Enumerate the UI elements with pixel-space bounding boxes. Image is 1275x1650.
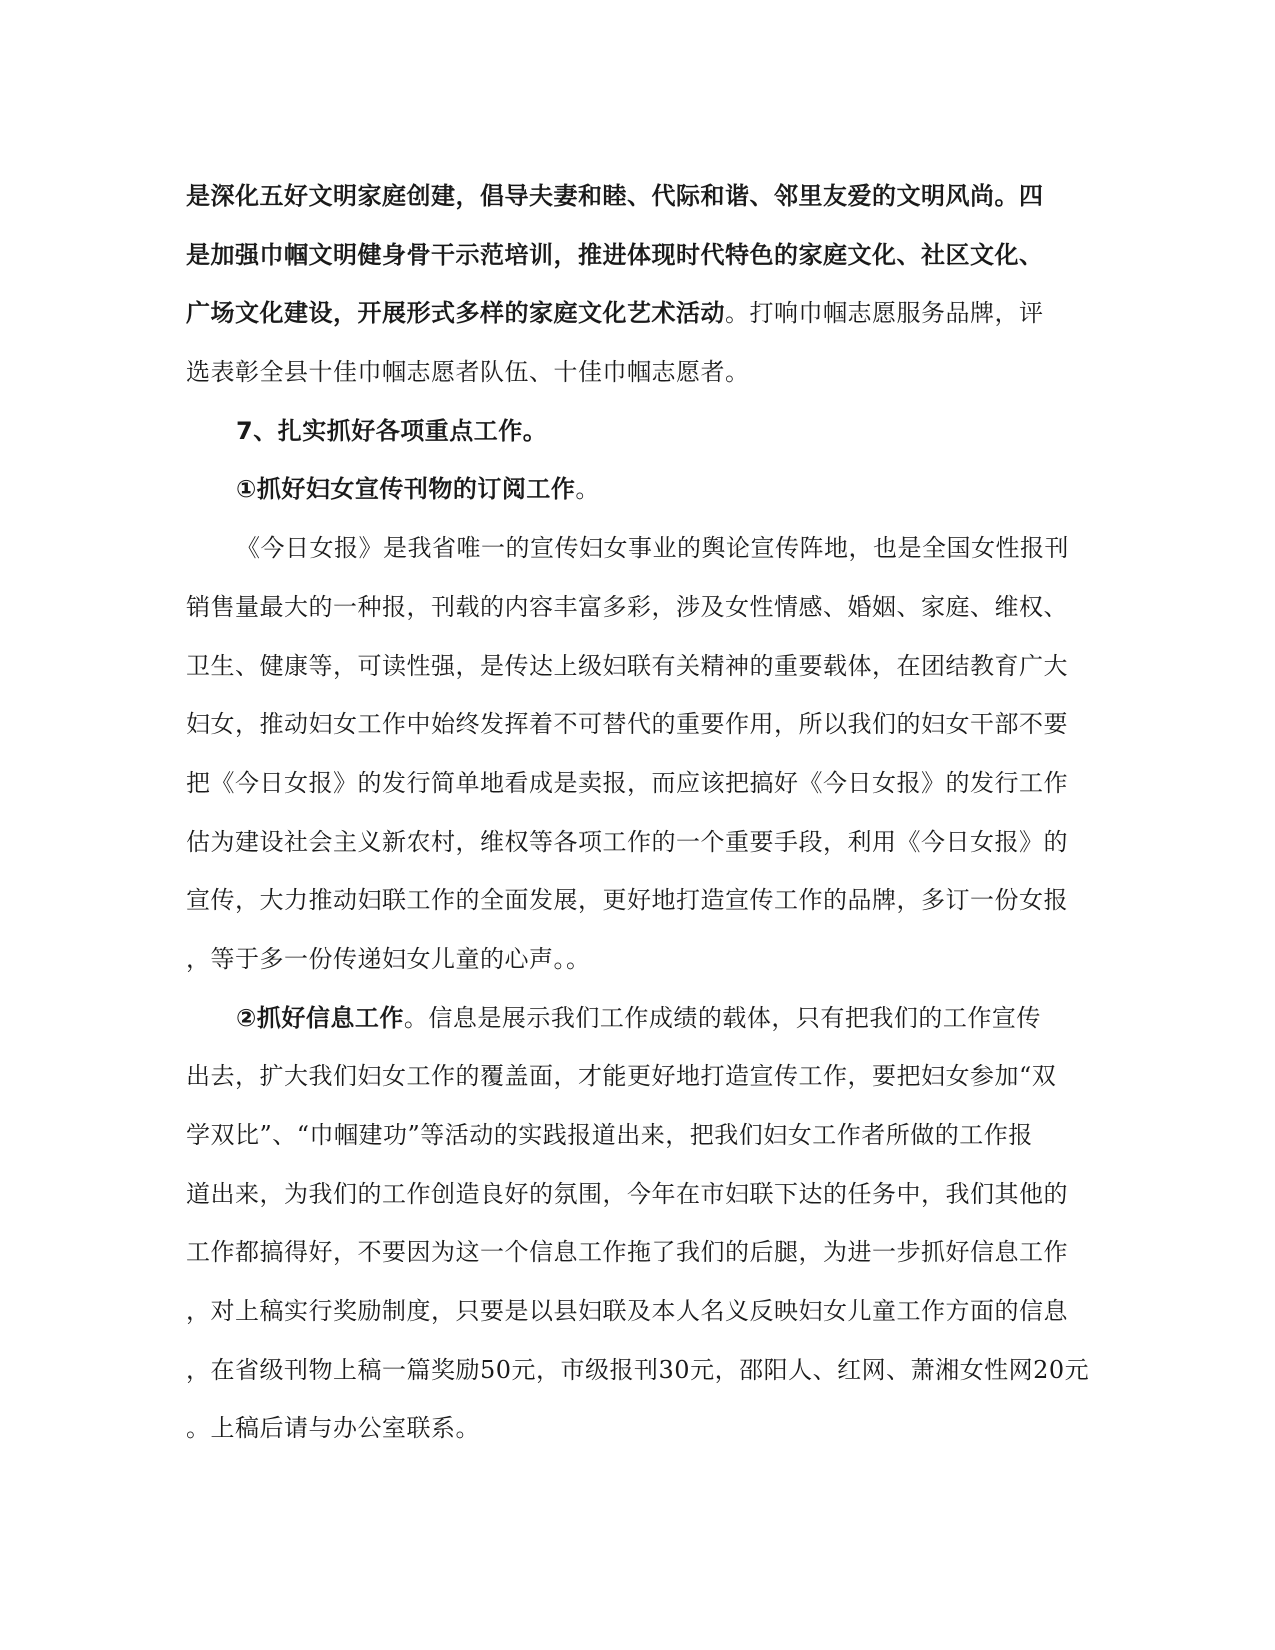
paragraph-line <box>186 167 1086 226</box>
body-text: 出去，扩大我们妇女工作的覆盖面，才能更好地打造宣传工作，要把妇女参加“双 <box>186 1062 1057 1091</box>
document-page <box>186 167 1090 1458</box>
paragraph-line <box>186 813 1086 872</box>
bold-text: ②抓好信息工作 <box>236 1003 404 1032</box>
paragraph-line <box>186 1282 1086 1341</box>
body-text: 。信息是展示我们工作成绩的载体，只有把我们的工作宣传 <box>403 1003 1041 1032</box>
body-text: 《今日女报》是我省唯一的宣传妇女事业的舆论宣传阵地，也是全国女性报刊 <box>236 534 1069 563</box>
paragraph-line <box>186 930 1086 989</box>
body-text: 宣传，大力推动妇联工作的全面发展，更好地打造宣传工作的品牌，多订一份女报 <box>186 886 1068 915</box>
body-text: 把《今日女报》的发行简单地看成是卖报，而应该把搞好《今日女报》的发行工作 <box>186 768 1068 797</box>
paragraph-line <box>186 1341 1090 1400</box>
paragraph-line <box>186 226 1086 285</box>
body-text: ，等于多一份传递妇女儿童的心声。。 <box>186 944 591 973</box>
body-text: 学双比”、“巾帼建功”等活动的实践报道出来，把我们妇女工作者所做的工作报 <box>186 1121 1033 1149</box>
body-text: ，在省级刊物上稿一篇奖励50元，市级报刊30元，邵阳人、红网、萧湘女性网20元 <box>186 1355 1090 1384</box>
body-text: 销售量最大的一种报，刊载的内容丰富多彩，涉及女性情感、婚姻、家庭、维权、 <box>186 592 1068 621</box>
body-text: 。 <box>575 475 600 504</box>
body-text: 道出来，为我们的工作创造良好的氛围，今年在市妇联下达的任务中，我们其他的 <box>186 1179 1068 1208</box>
paragraph-line <box>186 1223 1086 1282</box>
paragraph-line <box>186 871 1086 930</box>
section-heading <box>186 402 1086 461</box>
paragraph-line <box>186 989 1086 1048</box>
body-text: 。上稿后请与办公室联系。 <box>186 1414 480 1443</box>
subsection-heading <box>186 460 1086 519</box>
bold-text: 广场文化建设，开展形式多样的家庭文化艺术活动 <box>186 299 725 328</box>
paragraph-line <box>186 519 1086 578</box>
paragraph-line <box>186 1399 1086 1458</box>
paragraph-line <box>186 754 1086 813</box>
paragraph-line <box>186 695 1086 754</box>
paragraph-line <box>186 343 1086 402</box>
heading-text: 7、扎实抓好各项重点工作。 <box>236 416 548 445</box>
paragraph-line <box>186 1106 1086 1165</box>
paragraph-line <box>186 637 1086 696</box>
bold-text: 是加强巾帼文明健身骨干示范培训，推进体现时代特色的家庭文化、社区文化、 <box>186 240 1044 269</box>
paragraph-line <box>186 1165 1086 1224</box>
paragraph-line <box>186 284 1086 343</box>
body-text: 卫生、健康等，可读性强，是传达上级妇联有关精神的重要载体，在团结教育广大 <box>186 651 1068 680</box>
body-text: 估为建设社会主义新农村，维权等各项工作的一个重要手段，利用《今日女报》的 <box>186 827 1068 856</box>
paragraph-line <box>186 1047 1086 1106</box>
body-text: 选表彰全县十佳巾帼志愿者队伍、十佳巾帼志愿者。 <box>186 358 750 387</box>
body-text: 妇女，推动妇女工作中始终发挥着不可替代的重要作用，所以我们的妇女干部不要 <box>186 710 1068 739</box>
body-text: ，对上稿实行奖励制度，只要是以县妇联及本人名义反映妇女儿童工作方面的信息 <box>186 1297 1068 1326</box>
body-text: 。打响巾帼志愿服务品牌，评 <box>725 299 1044 328</box>
bold-text: ①抓好妇女宣传刊物的订阅工作 <box>236 475 576 504</box>
body-text: 工作都搞得好，不要因为这一个信息工作拖了我们的后腿，为进一步抓好信息工作 <box>186 1238 1068 1267</box>
paragraph-line <box>186 578 1086 637</box>
bold-text: 是深化五好文明家庭创建，倡导夫妻和睦、代际和谐、邻里友爱的文明风尚。四 <box>186 182 1044 210</box>
